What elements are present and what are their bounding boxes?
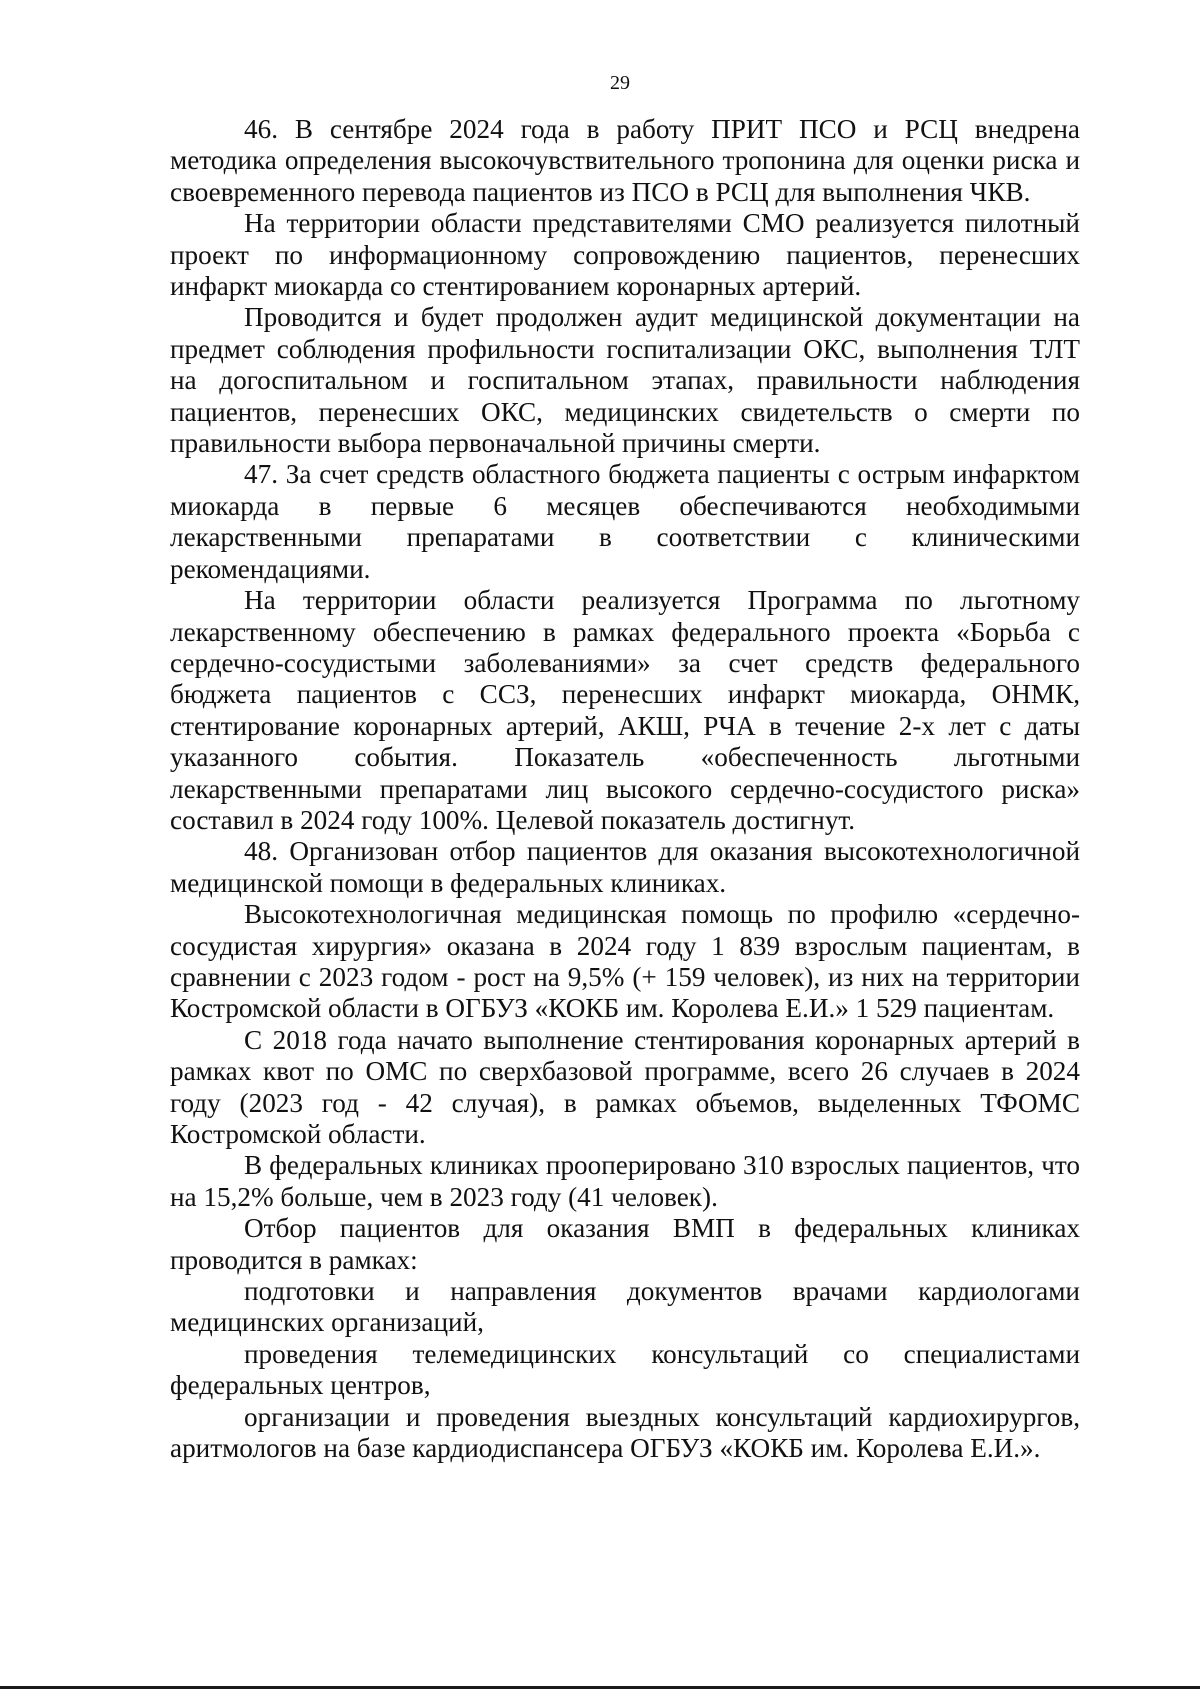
paragraph-stenting-oms: С 2018 года начато выполнение стентирования коронарных артерий в рамках квот по ОМС по сверхбазовой программе, всего 26 случаев в 2024 году (2023 год - 42 случая), в рамках объемов, выделенных ТФОМС Костромской области. [170, 1024, 1080, 1149]
paragraph-audit: Проводится и будет продолжен аудит медицинской документации на предмет соблюдения профильности госпитализации ОКС, выполнения ТЛТ на догоспитальном и госпитальном этапах, правильности наблюдения пациентов, перенесших ОКС, медицинских свидетельств о смерти по правильности выбора первоначальной причины смерти. [170, 302, 1080, 459]
list-item-documents: подготовки и направления документов врачами кардиологами медицинских организаций, [170, 1276, 1080, 1338]
paragraph-smo-pilot-project: На территории области представителями СМО реализуется пилотный проект по информационному сопровождению пациентов, перенесших инфаркт миокарда со стентированием коронарных артерий. [170, 208, 1080, 302]
list-item-telemedicine: проведения телемедицинских консультаций со специалистами федеральных центров, [170, 1338, 1080, 1401]
page-number: 29 [610, 72, 630, 94]
document-body [170, 114, 1080, 1464]
paragraph-48-selection: 48. Организован отбор пациентов для оказания высокотехнологичной медицинской помощи в федеральных клиниках. [170, 836, 1080, 898]
bottom-scan-edge [0, 1686, 1200, 1689]
list-item-field-consultations: организации и проведения выездных консультаций кардиохирургов, аритмологов на базе кардиодиспансера ОГБУЗ «КОКБ им. Королева Е.И.». [170, 1401, 1080, 1464]
paragraph-47-regional-budget: 47. За счет средств областного бюджета пациенты с острым инфарктом миокарда в первые 6 месяцев обеспечиваются необходимыми лекарственными препаратами в соответствии с клиническими рекомендациями. [170, 459, 1080, 584]
paragraph-federal-clinics: В федеральных клиниках прооперировано 310 взрослых пациентов, что на 15,2% больше, чем в 2023 году (41 человек). [170, 1150, 1080, 1212]
paragraph-vmp-selection: Отбор пациентов для оказания ВМП в федеральных клиниках проводится в рамках: [170, 1213, 1080, 1275]
paragraph-drug-program: На территории области реализуется Программа по льготному лекарственному обеспечению в рамках федерального проекта «Борьба с сердечно-сосудистыми заболеваниями» за счет средств федерального бюджета пациентов с ССЗ, перенесших инфаркт миокарда, ОНМК, стентирование коронарных артерий, АКШ, РЧА в течение 2-х лет с даты указанного события. Показатель «обеспеченность льготными лекарственными препаратами лиц высокого сердечно-сосудистого риска» составил в 2024 году 100%. Целевой показатель достигнут. [170, 585, 1080, 835]
paragraph-vmp-cardiac-surgery: Высокотехнологичная медицинская помощь по профилю «сердечно-сосудистая хирургия» оказана в 2024 году 1 839 взрослым пациентам, в сравнении с 2023 годом - рост на 9,5% (+ 159 человек), из них на территории Костромской области в ОГБУЗ «КОКБ им. Королева Е.И.» 1 529 пациентам. [170, 899, 1080, 1024]
paragraph-46-troponin: 46. В сентябре 2024 года в работу ПРИТ ПСО и РСЦ внедрена методика определения высокочувствительного тропонина для оценки риска и своевременного перевода пациентов из ПСО в РСЦ для выполнения ЧКВ. [170, 114, 1080, 207]
